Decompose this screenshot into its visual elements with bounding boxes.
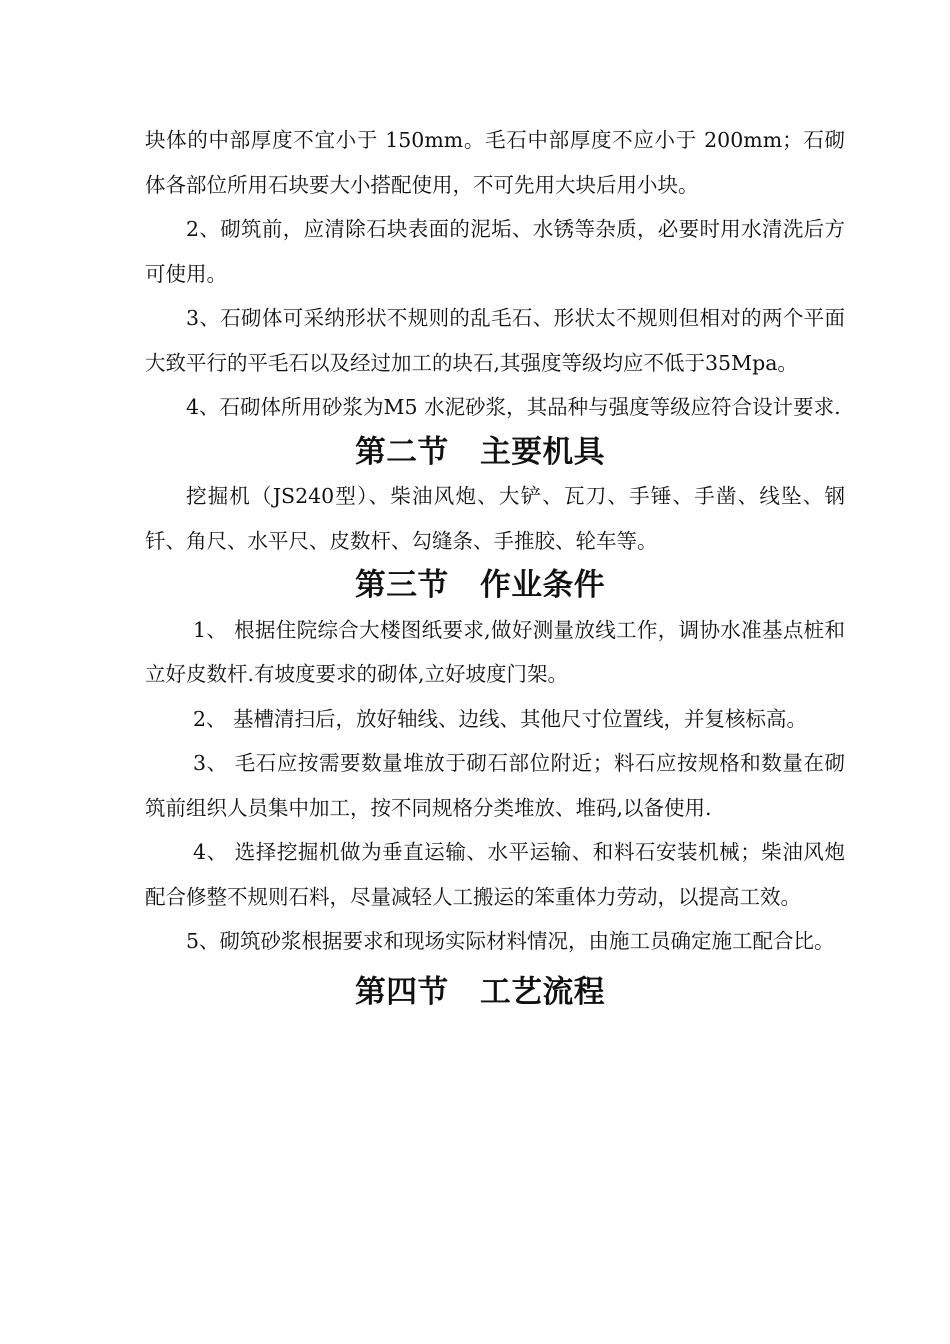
paragraph-item-3-stone-types: 3、石砌体可采纳形状不规则的乱毛石、形状太不规则但相对的两个平面大致平行的平毛石以及经过加工的块石,其强度等级均应不低于35Mpa。	[145, 306, 845, 375]
paragraph-condition-2: 2、 基槽清扫后，放好轴线、边线、其他尺寸位置线，并复核标高。	[193, 706, 808, 731]
paragraph-condition-4: 4、 选择挖掘机做为垂直运输、水平运输、和料石安装机械；柴油风炮配合修整不规则石料，尽量减轻人工搬运的笨重体力劳动，以提高工效。	[145, 840, 845, 909]
paragraph-condition-3: 3、 毛石应按需要数量堆放于砌石部位附近；料石应按规格和数量在砌筑前组织人员集中加工，按不同规格分类堆放、堆码,以备使用.	[145, 751, 845, 820]
paragraph-item-2-cleaning: 2、砌筑前，应清除石块表面的泥垢、水锈等杂质，必要时用水清洗后方可使用。	[145, 217, 845, 286]
document-page	[145, 118, 845, 1014]
section-heading-process-flow: 第四节 工艺流程	[354, 973, 605, 1010]
paragraph-condition-1: 1、 根据住院综合大楼图纸要求,做好测量放线工作，调协水准基点桩和立好皮数杆.有坡度要求的砌体,立好坡度门架。	[145, 617, 845, 686]
paragraph-condition-5: 5、砌筑砂浆根据要求和现场实际材料情况，由施工员确定施工配合比。	[186, 929, 835, 953]
section-heading-work-conditions: 第三节 作业条件	[354, 567, 605, 603]
paragraph-tools-list: 挖掘机（JS240型）、柴油风炮、大铲、瓦刀、手锤、手凿、线坠、钢钎、角尺、水平尺、皮数杆、勾缝条、手推胶、轮车等。	[145, 484, 845, 553]
paragraph-item-4-mortar: 4、石砌体所用砂浆为M5 水泥砂浆，其品种与强度等级应符合设计要求.	[186, 395, 841, 419]
section-heading-main-tools: 第二节 主要机具	[354, 433, 605, 470]
paragraph-stone-thickness: 块体的中部厚度不宜小于 150mm。毛石中部厚度不应小于 200mm；石砌体各部位所用石块要大小搭配使用，不可先用大块后用小块。	[145, 128, 845, 197]
